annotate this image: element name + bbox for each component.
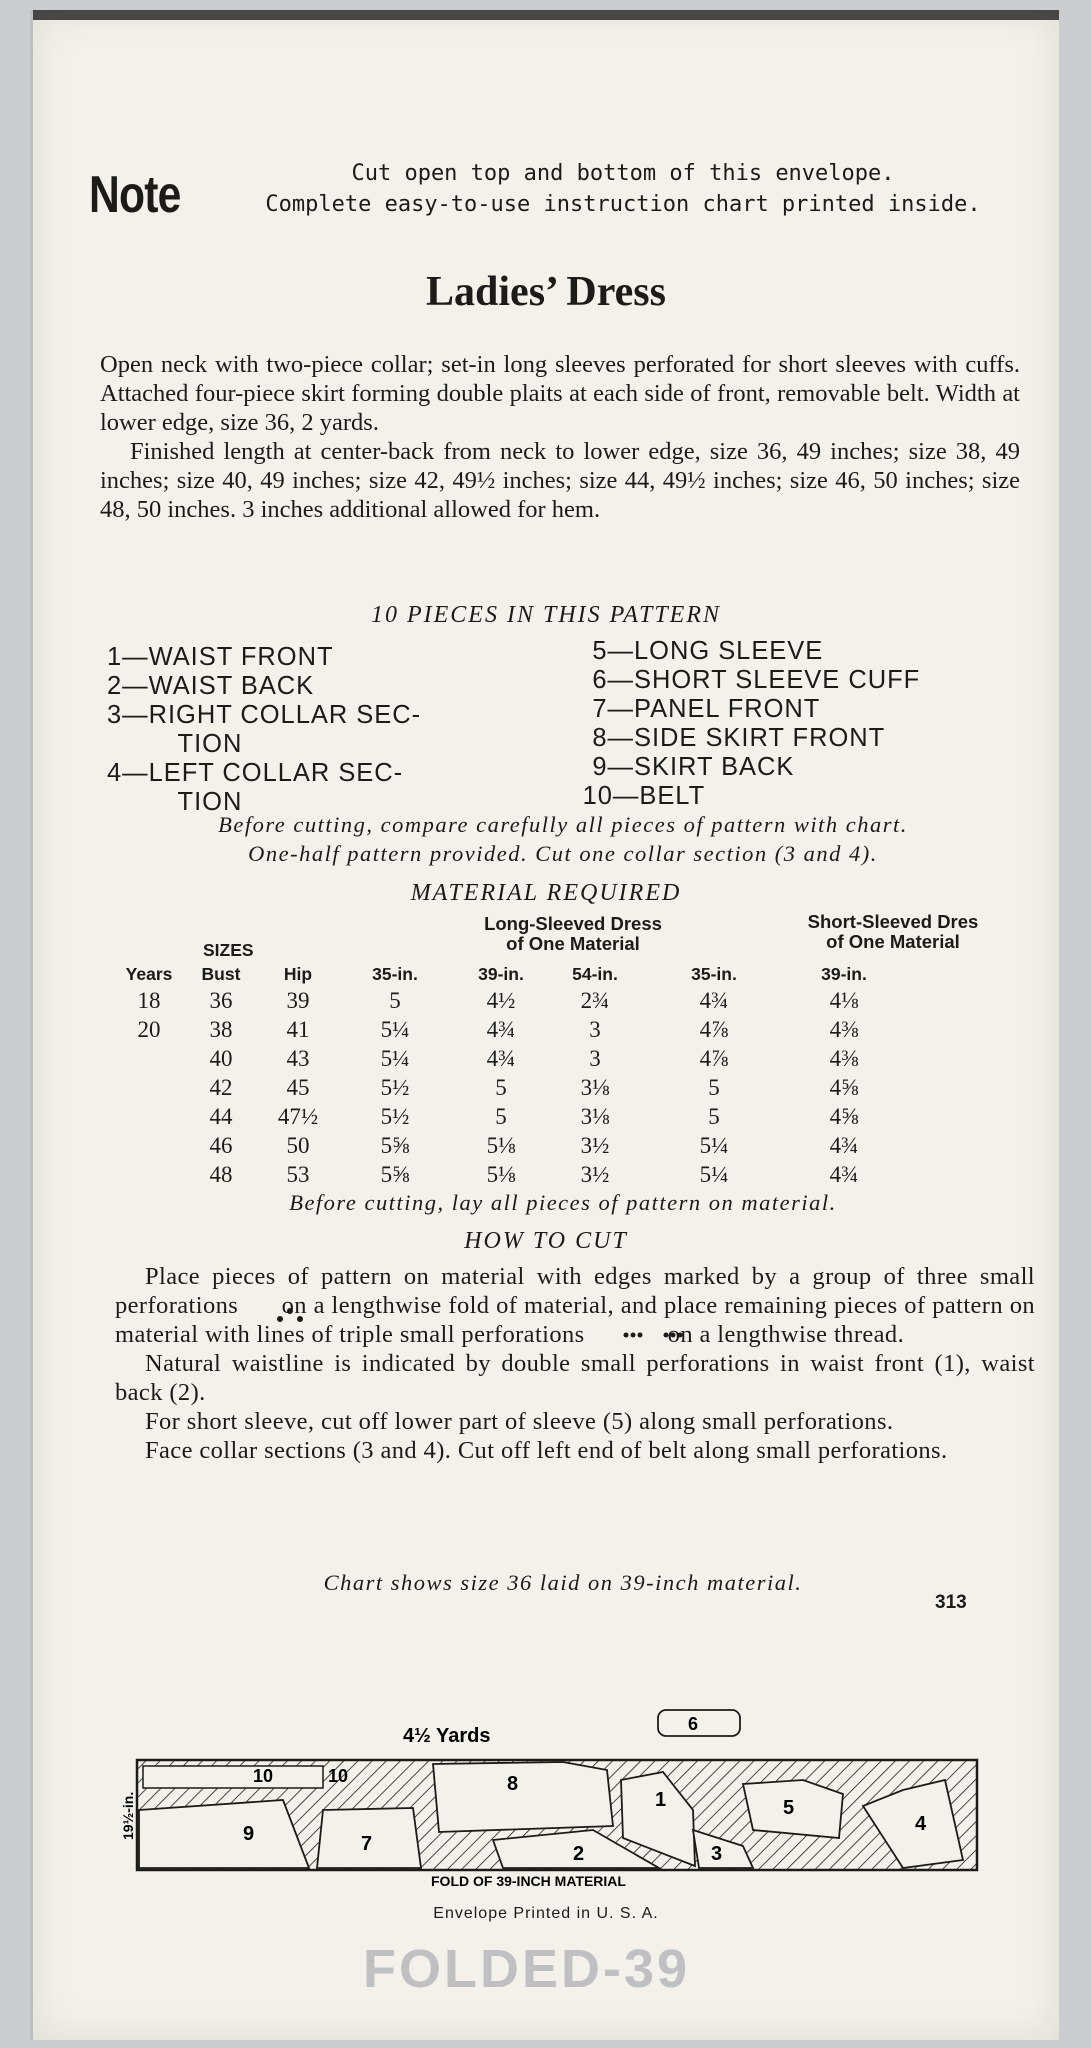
col-hip: Hip <box>283 964 313 984</box>
how-to-cut-paragraph-1c: on a lengthwise thread. <box>667 1321 905 1348</box>
material-cell-hip: 45 <box>286 1075 310 1100</box>
how-to-cut-text <box>115 1262 1035 1465</box>
piece-item: 10—BELT <box>582 780 706 810</box>
pieces-list-left <box>107 642 499 816</box>
material-cell-s39: 4⅝ <box>829 1104 859 1129</box>
description-paragraph-1: Open neck with two-piece collar; set-in long sleeves perforated for short sleeves with cuffs. Attached four-piece skirt forming double plaits at each side of front, removable belt. Width at lower edge, size 36, 2 yards. <box>100 351 1020 436</box>
piece-item: TION <box>177 728 243 758</box>
material-table-row <box>113 985 899 1014</box>
note-line-2: Complete easy-to-use instruction chart printed inside. <box>265 192 981 217</box>
piece-label: 4 <box>915 1813 927 1835</box>
piece-label: 7 <box>361 1833 373 1855</box>
layout-piece-10a <box>143 1766 323 1788</box>
material-cell-bust: 44 <box>209 1104 233 1129</box>
page-title: Ladies’ Dress <box>426 269 666 315</box>
material-cell-l35: 5½ <box>380 1075 410 1100</box>
material-cell-s39: 4⅝ <box>829 1075 859 1100</box>
col-years: Years <box>125 964 173 984</box>
material-cell-hip: 39 <box>286 988 310 1013</box>
material-cell-l54: 3 <box>589 1046 601 1071</box>
material-cell-s35: 5 <box>708 1075 720 1100</box>
material-cell-s39: 4⅜ <box>829 1046 859 1071</box>
material-cell-l35: 5 <box>389 988 401 1013</box>
material-table-header <box>113 956 899 985</box>
material-table-row <box>113 1101 899 1130</box>
material-table-row <box>113 1014 899 1043</box>
folded-stamp: FOLDED-39 <box>363 1939 691 1999</box>
envelope-top-edge <box>33 10 1059 20</box>
material-cell-l54: 3⅛ <box>580 1075 610 1100</box>
material-cell-l39: 5 <box>495 1075 507 1100</box>
material-cell-years <box>113 1101 185 1130</box>
material-cell-s35: 5¼ <box>699 1133 729 1158</box>
col-long-35: 35-in. <box>372 964 418 984</box>
piece-label: 10 <box>328 1766 349 1786</box>
material-table <box>113 956 899 1188</box>
material-cell-bust: 38 <box>209 1017 233 1042</box>
material-table-row <box>113 1043 899 1072</box>
col-short-35: 35-in. <box>691 964 737 984</box>
material-cell-l35: 5¼ <box>380 1017 410 1042</box>
piece-item: 2—WAIST BACK <box>107 670 315 700</box>
long-sleeved-heading <box>443 914 703 954</box>
material-cell-l35: 5⅝ <box>380 1133 410 1158</box>
piece-item: 8—SIDE SKIRT FRONT <box>592 722 886 752</box>
material-cell-years <box>113 1072 185 1101</box>
layout-fold-label: FOLD OF 39-INCH MATERIAL <box>431 1873 626 1889</box>
pieces-note-line-2: One-half pattern provided. Cut one collar section (3 and 4). <box>248 841 878 866</box>
piece-item: 5—LONG SLEEVE <box>592 635 824 665</box>
material-cell-hip: 47½ <box>277 1104 319 1129</box>
material-cell-s39: 4⅜ <box>829 1017 859 1042</box>
pieces-note <box>93 810 1033 868</box>
short-sleeved-heading-line-2: of One Material <box>826 931 960 952</box>
how-to-cut-paragraph-2: Natural waistline is indicated by double small perforations in waist front (1), waist back (2). <box>115 1350 1035 1406</box>
layout-width-label: 19½-in. <box>120 1791 136 1840</box>
note-label: Note <box>89 166 181 224</box>
note-line-1: Cut open top and bottom of this envelope. <box>351 161 895 186</box>
how-to-cut-paragraph-1a: Place pieces of pattern on material with edges marked by a group of three small perforations <box>115 1263 1035 1319</box>
material-table-row <box>113 1159 899 1188</box>
material-cell-hip: 41 <box>286 1017 310 1042</box>
material-cell-l35: 5½ <box>380 1104 410 1129</box>
layout-piece-9 <box>139 1800 309 1868</box>
sizes-label: SIZES <box>203 940 254 960</box>
material-cell-l54: 3½ <box>580 1133 610 1158</box>
material-cell-l39: 4¾ <box>486 1046 516 1071</box>
material-cell-l35: 5⅝ <box>380 1162 410 1187</box>
material-cell-years: 18 <box>137 988 161 1013</box>
long-sleeved-heading-line-2: of One Material <box>506 933 640 954</box>
piece-label: 9 <box>243 1823 255 1845</box>
long-sleeved-heading-line-1: Long-Sleeved Dress <box>484 913 662 934</box>
piece-label: 1 <box>655 1789 667 1811</box>
pieces-note-line-1: Before cutting, compare carefully all pieces of pattern with chart. <box>218 812 908 837</box>
layout-chart <box>103 1690 1023 1890</box>
material-cell-bust: 46 <box>209 1133 233 1158</box>
material-cell-s35: 4⅞ <box>699 1046 729 1071</box>
thread-perforation-icon <box>591 1320 661 1332</box>
piece-label: 10 <box>253 1766 274 1786</box>
piece-item: 7—PANEL FRONT <box>592 693 821 723</box>
material-cell-s35: 5¼ <box>699 1162 729 1187</box>
piece-item: 9—SKIRT BACK <box>592 751 795 781</box>
how-to-cut-paragraph-1b: on a lengthwise fold of material, and place remaining pieces of pattern on material with lines of triple small perforations <box>115 1292 1036 1348</box>
material-cell-bust: 48 <box>209 1162 233 1187</box>
pieces-list-right <box>583 636 1034 810</box>
material-cell-s39: 4¾ <box>829 1162 859 1187</box>
piece-label: 3 <box>711 1843 723 1865</box>
material-cell-years <box>113 1130 185 1159</box>
material-cell-bust: 40 <box>209 1046 233 1071</box>
material-cell-l39: 4¾ <box>486 1017 516 1042</box>
material-table-row <box>113 1072 899 1101</box>
description <box>100 350 1020 524</box>
material-cell-l39: 5 <box>495 1104 507 1129</box>
material-cell-l54: 3 <box>589 1017 601 1042</box>
material-cell-years <box>113 1043 185 1072</box>
piece-item: TION <box>177 786 243 816</box>
material-cell-l54: 3⅛ <box>580 1104 610 1129</box>
material-cell-years: 20 <box>137 1017 161 1042</box>
pieces-heading: 10 PIECES IN THIS PATTERN <box>370 602 721 628</box>
piece-label: 5 <box>783 1797 795 1819</box>
how-to-cut-paragraph-3: For short sleeve, cut off lower part of sleeve (5) along small perforations. <box>145 1408 894 1435</box>
material-cell-l39: 5⅛ <box>486 1162 516 1187</box>
short-sleeved-heading <box>763 912 1023 952</box>
piece-item: 4—LEFT COLLAR SEC- <box>107 757 404 787</box>
fold-perforation-icon <box>245 1300 275 1314</box>
short-sleeved-heading-line-1: Short-Sleeved Dres <box>807 911 979 932</box>
piece-item: 3—RIGHT COLLAR SEC- <box>107 699 422 729</box>
piece-item: 6—SHORT SLEEVE CUFF <box>592 664 921 694</box>
material-cell-s35: 4⅞ <box>699 1017 729 1042</box>
material-note: Before cutting, lay all pieces of pattern on material. <box>289 1190 837 1215</box>
layout-piece-8 <box>433 1762 613 1832</box>
piece-label: 8 <box>507 1773 519 1795</box>
material-cell-s39: 4¾ <box>829 1133 859 1158</box>
material-cell-s35: 4¾ <box>699 988 729 1013</box>
layout-yards-label: 4½ Yards <box>403 1725 491 1747</box>
piece-label: 2 <box>573 1843 585 1865</box>
material-cell-hip: 53 <box>286 1162 310 1187</box>
chart-note: Chart shows size 36 laid on 39-inch material. <box>323 1570 803 1595</box>
description-paragraph-2: Finished length at center-back from neck to lower edge, size 36, 49 inches; size 38, 49 inches; size 40, 49 inches; size 42, 49½ inches; size 44, 49½ inches; size 46, 50 inches; size 48, 50 inches. 3 inches additional allowed for hem. <box>100 438 1020 523</box>
material-cell-l39: 5⅛ <box>486 1133 516 1158</box>
material-cell-hip: 43 <box>286 1046 310 1071</box>
printed-in-footer: Envelope Printed in U. S. A. <box>433 1905 659 1922</box>
how-to-cut-paragraph-4: Face collar sections (3 and 4). Cut off left end of belt along small perforations. <box>145 1437 948 1464</box>
col-bust: Bust <box>201 964 241 984</box>
material-cell-years <box>113 1159 185 1188</box>
material-cell-l35: 5¼ <box>380 1046 410 1071</box>
material-cell-bust: 36 <box>209 988 233 1013</box>
material-cell-bust: 42 <box>209 1075 233 1100</box>
col-long-39: 39-in. <box>478 964 524 984</box>
how-to-cut-paragraph-1 <box>115 1262 1035 1349</box>
layout-piece-6 <box>658 1710 740 1736</box>
how-to-cut-heading: HOW TO CUT <box>464 1228 628 1254</box>
col-long-54: 54-in. <box>572 964 618 984</box>
material-cell-s35: 5 <box>708 1104 720 1129</box>
material-heading: MATERIAL REQUIRED <box>410 880 682 906</box>
note-text <box>223 158 1023 220</box>
envelope <box>30 10 1059 2040</box>
material-table-row <box>113 1130 899 1159</box>
material-cell-s39: 4⅛ <box>829 988 859 1013</box>
material-cell-hip: 50 <box>286 1133 310 1158</box>
material-cell-l54: 3½ <box>580 1162 610 1187</box>
piece-item: 1—WAIST FRONT <box>107 641 334 671</box>
piece-label: 6 <box>688 1714 699 1734</box>
pattern-number: 313 <box>935 1592 967 1613</box>
col-short-39: 39-in. <box>821 964 867 984</box>
material-cell-l39: 4½ <box>486 988 516 1013</box>
material-cell-l54: 2¾ <box>580 988 610 1013</box>
